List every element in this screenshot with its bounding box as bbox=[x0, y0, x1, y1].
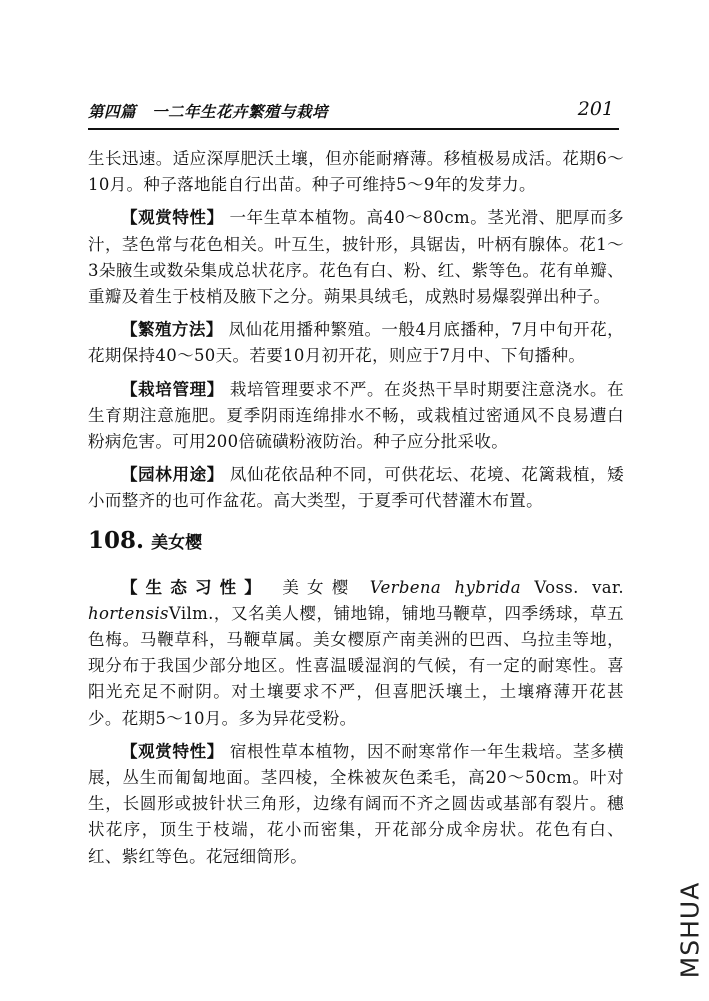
paragraph-ornamental-features bbox=[88, 205, 624, 310]
paragraph-propagation bbox=[88, 317, 624, 369]
paragraph-text: Vilm.，又名美人樱，铺地锦，铺地马鞭草，四季绣球，草五色梅。马鞭草科，马鞭草属。美女樱原产南美洲的巴西、乌拉圭等地，现分布于我国少部分地区。性喜温暖湿润的气候，有一定的耐寒性。喜阳光充足不耐阴。对土壤要求不严，但喜肥沃壤土，土壤瘠薄开花甚少。花期5～10月。多为异花受粉。 bbox=[88, 603, 624, 728]
header-rule bbox=[88, 128, 619, 130]
paragraph-text: 宿根性草本植物，因不耐寒常作一年生栽培。茎多横展，丛生而匍匐地面。茎四棱，全株被灰色柔毛，高20～50cm。叶对生，长圆形或披针状三角形，边缘有阔而不齐之圆齿或基部有裂片。穗状花序，顶生于枝端，花小而密集，开花部分成伞房状。花色有白、红、紫红等色。花冠细筒形。 bbox=[88, 741, 624, 866]
page-body bbox=[88, 146, 624, 877]
paragraph-text: 凤仙花依品种不同，可供花坛、花境、花篱栽植，矮小而整齐的也可作盆花。高大类型，于夏季可代替灌木布置。 bbox=[88, 465, 624, 511]
paragraph-label: 【观赏特性】 bbox=[121, 741, 224, 761]
paragraph-label: 【园林用途】 bbox=[121, 465, 224, 485]
latin-name: Verbena hybrida bbox=[369, 577, 521, 597]
paragraph-text: Voss. var. bbox=[534, 577, 624, 597]
running-header bbox=[88, 100, 618, 126]
paragraph-text: 凤仙花用播种繁殖。一般4月底播种，7月中旬开花，花期保持40～50天。若要10月初开花，则应于7月中、下旬播种。 bbox=[88, 320, 624, 366]
paragraph-text: 栽培管理要求不严。在炎热干旱时期要注意浇水。在生育期注意施肥。夏季阴雨连绵排水不畅，或栽植过密通风不良易遭白粉病危害。可用200倍硫磺粉液防治。种子应分批采收。 bbox=[88, 379, 624, 452]
watermark bbox=[673, 870, 707, 990]
paragraph-text: 美女樱 bbox=[282, 577, 357, 597]
paragraph-label: 【繁殖方法】 bbox=[121, 320, 223, 340]
paragraph-label: 【栽培管理】 bbox=[121, 379, 224, 399]
paragraph-continued bbox=[88, 146, 624, 198]
paragraph-text: 生长迅速。适应深厚肥沃土壤，但亦能耐瘠薄。移植极易成活。花期6～10月。种子落地能自行出苗。种子可维持5～9年的发芽力。 bbox=[88, 149, 624, 195]
paragraph-ornamental-features-2 bbox=[88, 739, 624, 870]
paragraph-landscape-use bbox=[88, 462, 624, 514]
paragraph-text: 一年生草本植物。高40～80cm。茎光滑、肥厚而多汁，茎色常与花色相关。叶互生，披针形，具锯齿，叶柄有腺体。花1～3朵腋生或数朵集成总状花序。花色有白、粉、红、紫等色。花有单瓣、重瓣及着生于枝梢及腋下之分。蒴果具绒毛，成熟时易爆裂弹出种子。 bbox=[88, 208, 624, 307]
paragraph-label: 【观赏特性】 bbox=[121, 208, 224, 228]
latin-name: hortensis bbox=[88, 603, 169, 623]
section-title: 美女樱 bbox=[151, 532, 203, 553]
paragraph-ecology bbox=[88, 575, 624, 732]
chapter-title: 第四篇 一二年生花卉繁殖与栽培 bbox=[88, 103, 329, 121]
page-number: 201 bbox=[577, 98, 614, 120]
watermark-text: MSHUA bbox=[675, 881, 705, 979]
paragraph-label: 【生态习性】 bbox=[121, 577, 269, 597]
paragraph-cultivation bbox=[88, 377, 624, 456]
section-number: 108. bbox=[88, 526, 145, 554]
section-heading bbox=[88, 527, 624, 557]
